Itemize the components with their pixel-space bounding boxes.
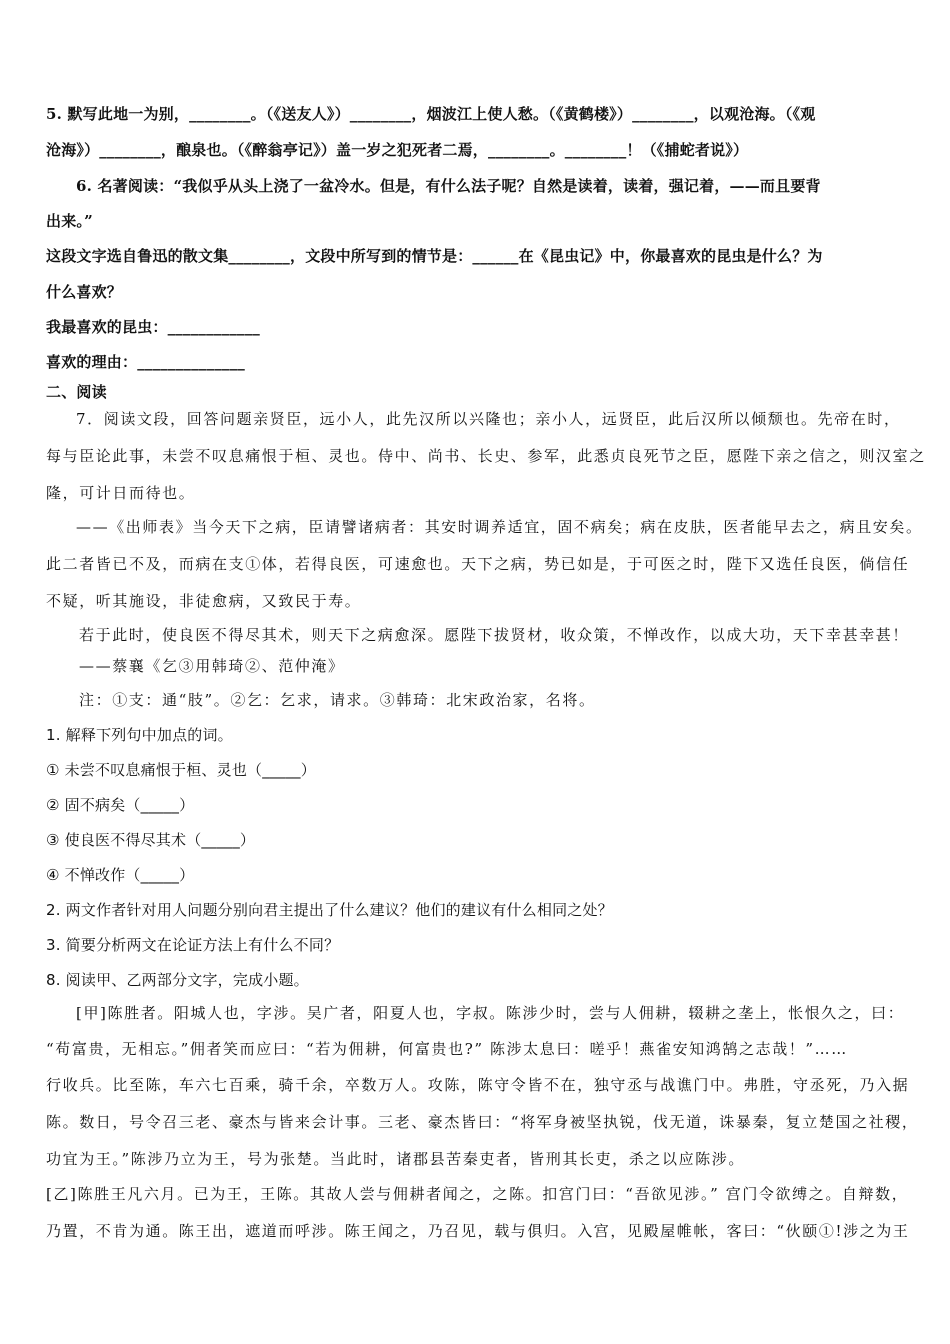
passage-a-line-3: 行收兵。比至陈，车六七百乘，骑千余，卒数万人。攻陈，陈守令皆不在，独守丞与战谯门中。弗胜，守丞死，乃入据 [46,1076,910,1094]
passage-b-line-1: [乙]陈胜王凡六月。已为王，王陈。其故人尝与佣耕者闻之，之陈。扣宫门曰：“吾欲见涉。” 宫门令欲缚之。自辩数， [46,1185,909,1203]
q7-sub1-item-1: ① 未尝不叹息痛恨于桓、灵也（_____） [46,761,316,779]
favorite-insect-line: 我最喜欢的昆虫：____________ [46,318,261,336]
q6-line-4: 什么喜欢？ [46,283,123,301]
q7-line-6: 不疑，听其施设，非徒愈病，又致民于寿。 [46,592,362,610]
q7-line-4: ——《出师表》当今天下之病，臣请譬诸病者：其安时调养适宜，固不病矣；病在皮肤，医者能早去之，病且安矣。 [76,518,923,536]
q7-sub3: 3. 简要分析两文在论证方法上有什么不同？ [46,936,340,954]
q7-notes: 注：①支：通“肢”。②乞：乞求，请求。③韩琦：北宋政治家，名将。 [79,691,596,709]
passage-a-line-5: 功宜为王。”陈涉乃立为王，号为张楚。当此时，诸郡县苦秦吏者，皆刑其长吏，杀之以应陈涉。 [46,1150,745,1168]
passage-a-line-1: [甲]陈胜者。阳城人也，字涉。吴广者，阳夏人也，字叔。陈涉少时，尝与人佣耕，辍耕之垄上，怅恨久之，曰： [76,1004,905,1022]
q5-line-1: 5. 默写此地一为别，________。（《送友人》）________，烟波江上使人愁。（《黄鹤楼》）________，以观沧海。（《观 [46,105,816,123]
q6-line-3: 这段文字选自鲁迅的散文集________，文段中所写到的情节是：______在《昆虫记》中，你最喜欢的昆虫是什么？为 [46,247,823,265]
passage-a-line-4: 陈。数日，号令召三老、豪杰与皆来会计事。三老、豪杰皆曰：“将军身被坚执锐，伐无道，诛暴秦，复立楚国之社稷， [46,1113,919,1131]
q7-line-7: 若于此时，使良医不得尽其术，则天下之病愈深。愿陛下拔贤材，收众策，不惮改作，以成大功，天下幸甚幸甚！ [79,626,910,644]
reason-line: 喜欢的理由：______________ [46,353,246,371]
q7-sub1-item-3: ③ 使良医不得尽其术（_____） [46,831,256,849]
q7-sub2: 2. 两文作者针对用人问题分别向君主提出了什么建议？他们的建议有什么相同之处？ [46,901,613,919]
passage-b-line-2: 乃置，不肯为通。陈王出，遮道而呼涉。陈王闻之，乃召见，载与俱归。入宫，见殿屋帷帐，客曰：“伙颐①!涉之为王 [46,1222,910,1240]
q7-attribution: ——蔡襄《乞③用韩琦②、范仲淹》 [79,657,345,675]
section-two-heading: 二、阅读 [46,383,107,401]
q8-title: 8. 阅读甲、乙两部分文字，完成小题。 [46,971,309,989]
q7-sub1: 1. 解释下列句中加点的词。 [46,726,233,744]
q7-line-5: 此二者皆已不及，而病在支①体，若得良医，可速愈也。天下之病，势已如是，于可医之时，陛下又选任良医，倘信任 [46,555,910,573]
q5-line-2: 沧海》）________，酿泉也。（《醉翁亭记》）盖一岁之犯死者二焉，________。________！（《捕蛇者说》） [46,141,749,159]
q7-line-3: 隆，可计日而待也。 [46,484,196,502]
q7-line-2: 每与臣论此事，未尝不叹息痛恨于桓、灵也。侍中、尚书、长史、参军，此悉贞良死节之臣，愿陛下亲之信之，则汉室之 [46,447,926,465]
q7-sub1-item-4: ④ 不惮改作（_____） [46,866,195,884]
q7-sub1-item-2: ② 固不病矣（_____） [46,796,195,814]
q6-line-2: 出来。” [46,212,93,230]
passage-a-line-2: “苟富贵，无相忘。”佣者笑而应曰：“若为佣耕，何富贵也?” 陈涉太息曰：嗟乎！燕雀安知鸿鹄之志哉！”…… [46,1040,848,1058]
q7-line-1: 7．阅读文段，回答问题亲贤臣，远小人，此先汉所以兴隆也；亲小人，远贤臣，此后汉所以倾颓也。先帝在时， [76,410,901,428]
q6-line-1: 6. 名著阅读：“我似乎从头上浇了一盆冷水。但是，有什么法子呢？自然是读着，读着，强记着，——而且要背 [76,177,821,195]
